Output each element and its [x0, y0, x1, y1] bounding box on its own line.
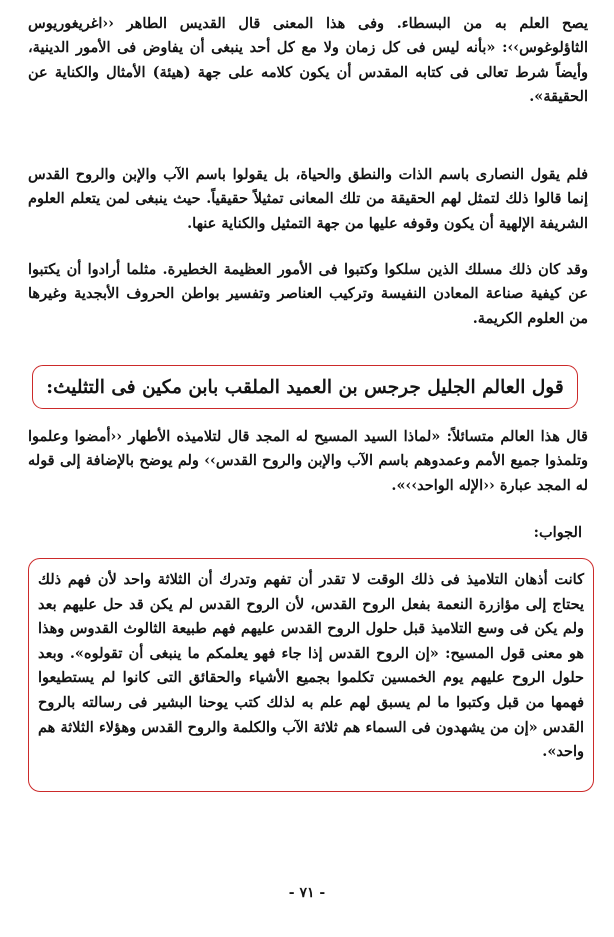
answer-paragraph: كانت أذهان التلاميذ فى ذلك الوقت لا تقدر أن تفهم وتدرك أن الثلاثة واحد لأن فهم ذلك يحتاج إلى مؤازرة النعمة بفعل الروح القدس، لأن الروح القدس لم يكن قد حل عليهم بعد ولم يكن فى وسع التلاميذ قبل حلول الروح القدس عليهم فهم طبيعة الثالوث القدوس وهذا هو معنى قول المسيح: «إن الروح القدس إذا جاء فهو يعلمكم ما ينبغى أن تقولوه». وبعد حلول الروح عليهم يوم الخمسين تكلموا بجميع الأشياء والحقائق التى كانوا لم يستطيعوا فهمها من قبل وكتبوا ما لم يسبق لهم علم به لذلك كتب يوحنا البشير فى رسالته بالروح القدس «إن من يشهدون فى السماء هم ثلاثة الآب والكلمة والروح القدس وهؤلاء الثلاثة هم واحد». — [38, 571, 584, 761]
paragraph-4: قال هذا العالم متسائلاً: «لماذا السيد المسيح له المجد قال لتلاميذه الأطهار ‹‹أمضوا وعلموا وتلمذوا جميع الأمم وعمدوهم باسم الآب والإبن والروح القدس›› ولم يوضح بالإضافة إلى قوله له المجد عبارة ‹‹الإله الواحد››». — [28, 428, 588, 494]
paragraph-1: يصح العلم به من البسطاء. وفى هذا المعنى قال القديس الطاهر ‹‹اغريغوريوس الثاؤلوغوس››: «بأنه ليس فى كل زمان ولا مع كل أحد ينبغى أن يفاوض فى الأمور الدينية، وأيضاً شرط تعالى فى كتابه المقدس أن يكون كلامه على جهة (هيئة) الأمثال والكناية عن الحقيقة». — [28, 15, 588, 106]
paragraph-2: فلم يقول النصارى باسم الذات والنطق والحياة، بل يقولوا باسم الآب والإبن والروح القدس إنما قالوا ذلك لتمثل لهم الحقيقة من تلك المعانى تمثيلاً حقيقياً. حيث ينبغى لمن يتعلم العلوم الشريفة الإلهية أن يكون وقوفه عليها من جهة التمثيل والكناية عنها. — [28, 166, 588, 232]
page-number: - ٧١ - — [288, 885, 326, 901]
heading-frame — [32, 365, 578, 409]
section-heading: قول العالم الجليل جرجس بن العميد الملقب بابن مكين فى التثليث: — [46, 376, 564, 398]
answer-label: الجواب: — [533, 524, 582, 541]
paragraph-3: وقد كان ذلك مسلك الذين سلكوا وكتبوا فى الأمور العظيمة الخطيرة. مثلما أرادوا أن يكتبوا عن كيفية صناعة المعادن النفيسة وتركيب العناصر وتفسير بواطن الحروف الأبجدية وغيرها من العلوم الكريمة. — [28, 261, 588, 327]
